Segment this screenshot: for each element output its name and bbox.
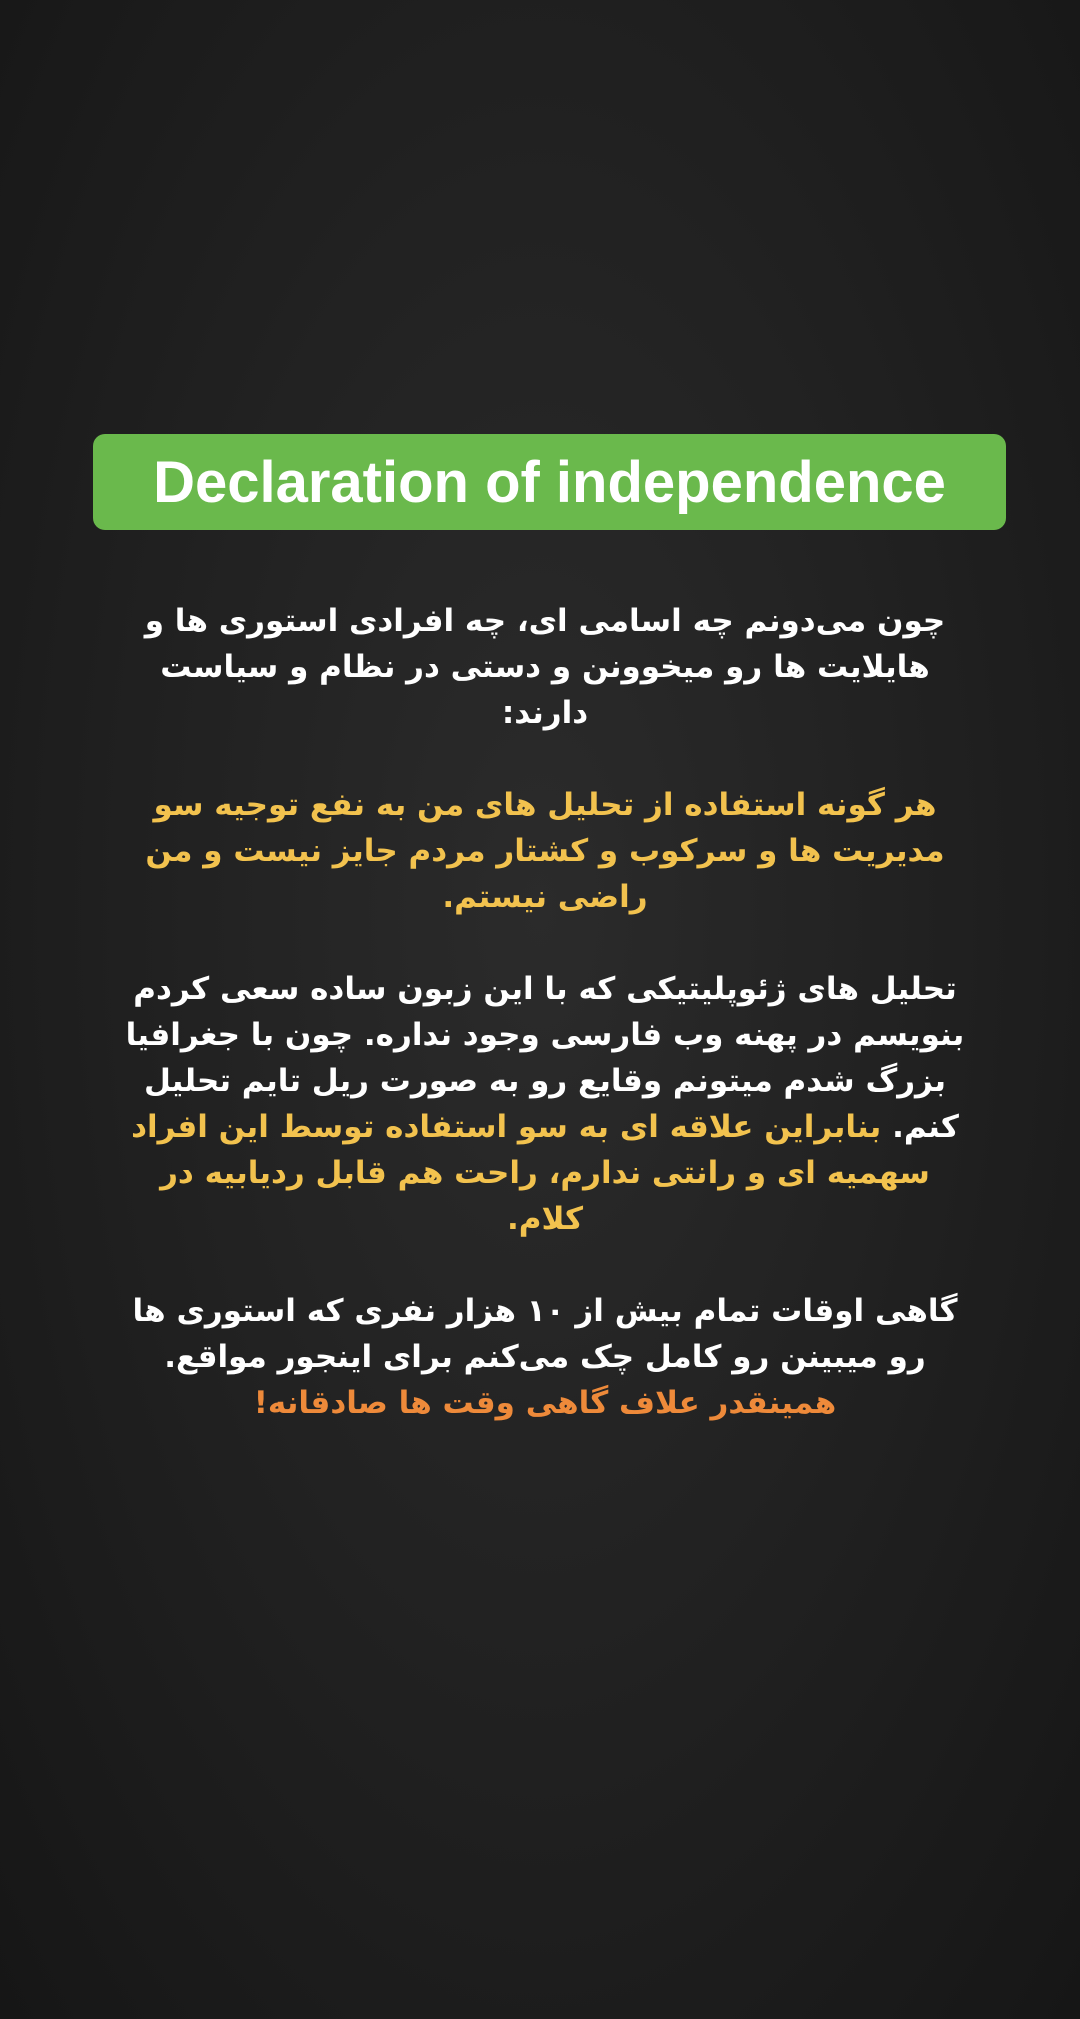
- analysis-text: تحلیل های ژئوپلیتیکی که با این زبون ساده سعی کردم بنویسم در پهنه وب فارسی وجود نداره. چون با جغرافیا بزرگ شدم میتونم وقایع رو به صورت ریل تایم تحلیل کنم.: [125, 971, 965, 1145]
- closing-highlight: همینقدر علاف گاهی وقت ها صادقانه!: [253, 1385, 837, 1421]
- statement-body: [120, 598, 970, 1426]
- analysis-highlight: بنابراین علاقه ای به سو استفاده توسط این افراد سهمیه ای و رانتی ندارم، راحت هم قابل ردیابیه در کلام.: [131, 1109, 930, 1237]
- closing-paragraph: [120, 1288, 970, 1426]
- title-banner: [93, 434, 1006, 530]
- analysis-paragraph: [120, 966, 970, 1242]
- closing-text: گاهی اوقات تمام بیش از ۱۰ هزار نفری که استوری ها رو میبینن رو کامل چک می‌کنم برای اینجور مواقع.: [132, 1293, 958, 1375]
- page-title: Declaration of independence: [153, 449, 946, 515]
- intro-paragraph: چون می‌دونم چه اسامی ای، چه افرادی استوری ها و هایلایت ها رو میخوونن و دستی در نظام و سیاست دارند:: [144, 603, 946, 731]
- warning-paragraph: هر گونه استفاده از تحلیل های من به نفع توجیه سو مدیریت ها و سرکوب و کشتار مردم جایز نیست و من راضی نیستم.: [145, 787, 945, 915]
